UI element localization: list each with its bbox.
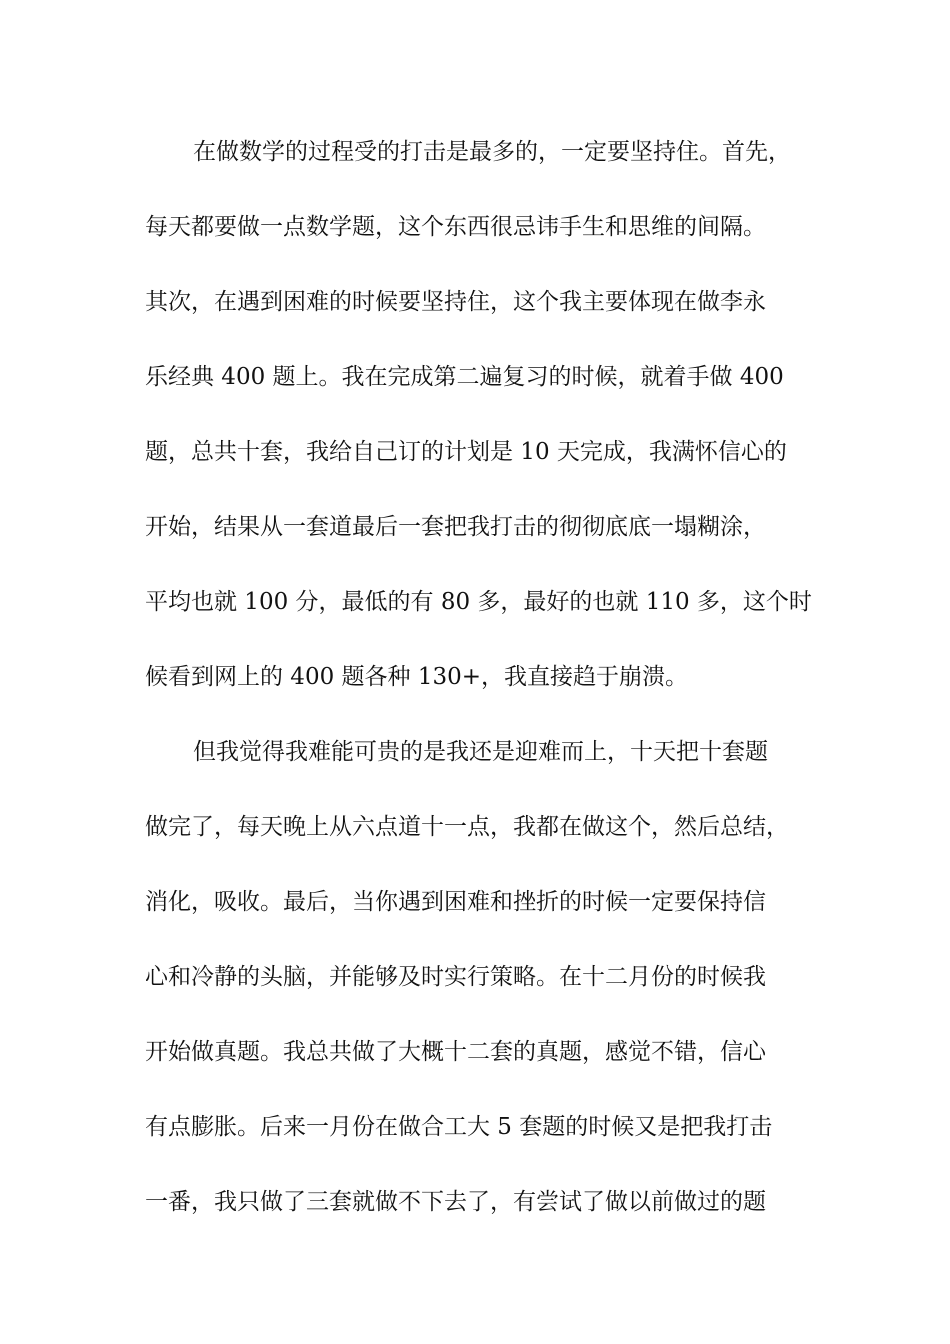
paragraph-2 (145, 727, 825, 1252)
paragraph-1-line-1: 在做数学的过程受的打击是最多的，一定要坚持住。首先， (193, 139, 791, 165)
paragraph-2-line-6: 有点膨胀。后来一月份在做合工大 5 套题的时候又是把我打击 (145, 1114, 773, 1140)
paragraph-2-line-3: 消化，吸收。最后，当你遇到困难和挫折的时候一定要保持信 (145, 889, 766, 915)
paragraph-1-line-6: 开始，结果从一套道最后一套把我打击的彻彻底底一塌糊涂， (145, 514, 766, 540)
paragraph-2-line-2: 做完了，每天晚上从六点道十一点，我都在做这个，然后总结， (145, 814, 789, 840)
document-body (145, 127, 825, 1252)
paragraph-1-line-2: 每天都要做一点数学题，这个东西很忌讳手生和思维的间隔。 (145, 214, 766, 240)
paragraph-1-line-7: 平均也就 100 分，最低的有 80 多，最好的也就 110 多，这个时 (145, 589, 812, 615)
paragraph-2-line-1: 但我觉得我难能可贵的是我还是迎难而上，十天把十套题 (193, 739, 768, 765)
paragraph-1-line-8: 候看到网上的 400 题各种 130+，我直接趋于崩溃。 (145, 664, 689, 690)
paragraph-2-line-4: 心和冷静的头脑，并能够及时实行策略。在十二月份的时候我 (145, 964, 766, 990)
paragraph-1-line-3: 其次，在遇到困难的时候要坚持住，这个我主要体现在做李永 (145, 289, 766, 315)
paragraph-1-line-4: 乐经典 400 题上。我在完成第二遍复习的时候，就着手做 400 (145, 364, 784, 390)
paragraph-1-line-5: 题，总共十套，我给自己订的计划是 10 天完成，我满怀信心的 (145, 439, 787, 465)
paragraph-2-line-5: 开始做真题。我总共做了大概十二套的真题，感觉不错，信心 (145, 1039, 766, 1065)
paragraph-1 (145, 127, 825, 727)
paragraph-2-line-7: 一番，我只做了三套就做不下去了，有尝试了做以前做过的题 (145, 1189, 766, 1215)
